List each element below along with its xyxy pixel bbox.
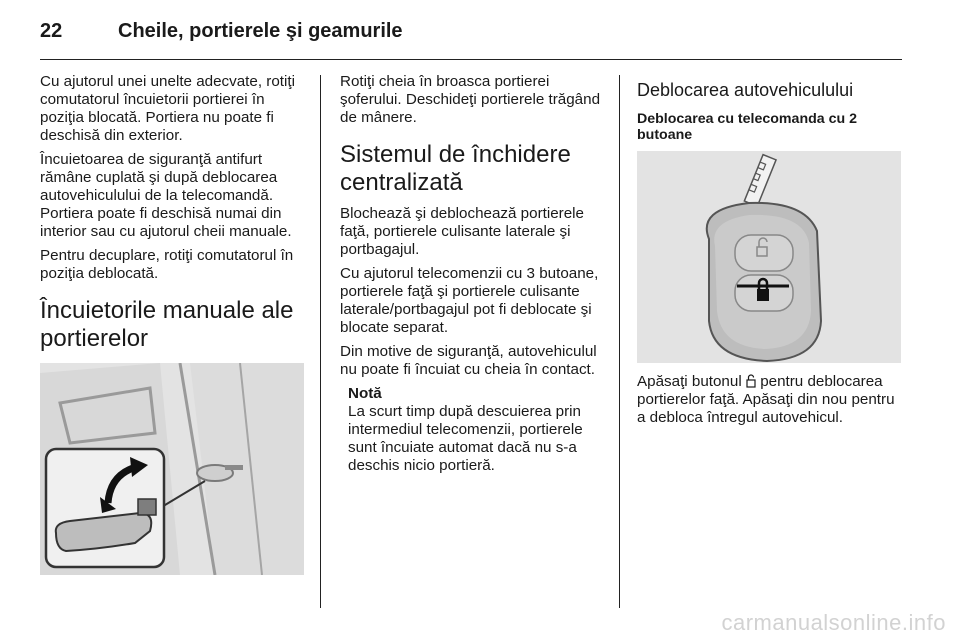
column-2 (340, 73, 608, 481)
paragraph: Rotiţi cheia în broasca portierei şoferului. Deschideţi portierele trăgând de mânere. (340, 73, 601, 126)
column-3 (637, 73, 905, 433)
paragraph: Cu ajutorul unei unelte adecvate, rotiţi comutatorul încuietorii portierei în poziţia blocată. Portiera nu poate fi deschisă din exterior. (40, 73, 295, 144)
unlock-icon (746, 374, 756, 388)
text-fragment: pentru deblocarea portierelor faţă. Apăsaţi din nou pentru a debloca întregul autovehicul. (637, 373, 895, 426)
paragraph: Încuietoarea de siguranţă antifurt rămâne cuplată şi după deblocarea autovehiculului de la telecomandă. Portiera poate fi deschisă numai din interior sau cu ajutorul cheii manuale. (40, 151, 292, 240)
paragraph: Pentru decuplare, rotiţi comutatorul în poziţia deblocată. (40, 247, 294, 282)
section-heading: Sistemul de închidere centralizată (340, 141, 571, 196)
header-rule (40, 59, 902, 60)
note-title: Notă (348, 385, 382, 402)
paragraph: Din motive de siguranţă, autovehiculul nu poate fi încuiat cu cheia în contact. (340, 343, 597, 378)
text-fragment: Apăsaţi butonul (637, 373, 742, 390)
page-number: 22 (40, 20, 63, 42)
chapter-title: Cheile, portierele şi geamurile (118, 20, 403, 42)
page-header (40, 18, 920, 58)
column-divider-1 (320, 75, 321, 608)
remote-key-illustration (637, 151, 901, 363)
door-lock-illustration (40, 363, 304, 575)
section-heading: Încuietorile manuale ale portierelor (40, 297, 294, 352)
subsection-heading: Deblocarea cu telecomanda cu 2 butoane (637, 111, 857, 143)
note-text: La scurt timp după descuierea prin intermediul telecomenzii, portierele sunt încuiate automat dacă nu s-a deschis nicio portieră. (348, 403, 583, 474)
note-box (348, 385, 608, 475)
paragraph: Blochează şi deblochează portierele faţă, portierele culisante laterale şi portbagajul. (340, 205, 585, 258)
section-heading: Deblocarea autovehiculului (637, 80, 854, 100)
paragraph (637, 373, 905, 427)
column-divider-2 (619, 75, 620, 608)
column-1 (40, 73, 305, 575)
watermark: carmanualsonline.info (721, 610, 946, 635)
paragraph: Cu ajutorul telecomenzii cu 3 butoane, portierele faţă şi portierele culisante laterale/portbagajul pot fi deblocate şi blocate separat. (340, 265, 599, 336)
